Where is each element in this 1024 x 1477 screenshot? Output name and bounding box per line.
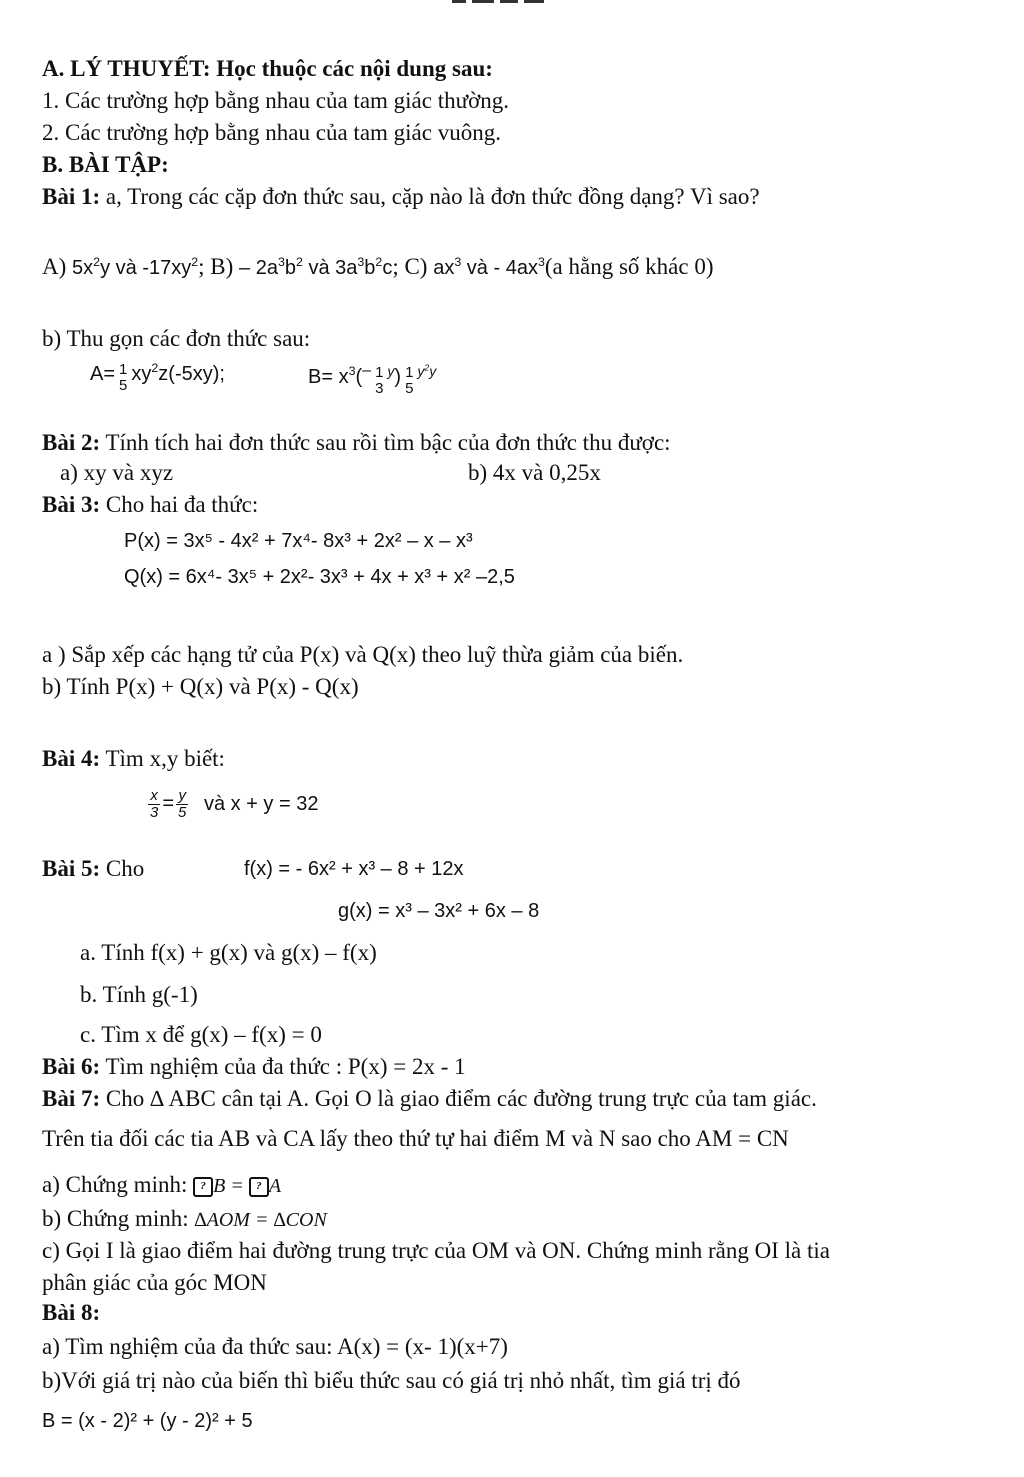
bai5-part-c: c. Tìm x để g(x) – f(x) = 0	[80, 1022, 322, 1047]
bai7-part-a: a) Chứng minh: ? B = ? A	[42, 1172, 282, 1197]
polynomial-p: P(x) = 3x⁵ - 4x² + 7x⁴- 8x³ + 2x² – x – x³	[124, 530, 473, 552]
bai7-part-c-line2: phân giác của góc MON	[42, 1270, 267, 1295]
bai3-text: Cho hai đa thức:	[105, 492, 259, 517]
bai1-part-a	[42, 184, 760, 210]
bai5-label: Bài 5:	[42, 856, 101, 881]
unknown-symbol-icon: ?	[249, 1177, 269, 1197]
section-b-heading: B. BÀI TẬP:	[42, 152, 169, 177]
bai7-text1: Cho ∆ ABC cân tại A. Gọi O là giao điểm các đường trung trực của tam giác.	[105, 1086, 817, 1111]
bai4-statement	[42, 746, 225, 772]
bai1-expression-b: $B= x^3(^-$ 1 3 $^y$) 1 5 $^{y^2y}$	[308, 362, 437, 397]
bai6-statement	[42, 1054, 466, 1080]
bai3-label: Bài 3:	[42, 492, 101, 517]
bai2-statement	[42, 430, 671, 456]
option-c-note: (a hằng số khác 0)	[544, 254, 714, 279]
bai8-part-b: b)Với giá trị nào của biến thì biểu thức sau có giá trị nhỏ nhất, tìm giá trị đó	[42, 1368, 741, 1393]
bai4-condition: $\frac{x}{3}$ = $\frac{y}{5}$ và x + y = 32	[150, 787, 319, 821]
top-header-fragment	[452, 0, 562, 6]
bai1-options: A) $5x^2y$ và $-17xy^2$; $B) - 2a^3b^2$ và $3a^3b^2c$; C) $ax^3$ và - $4ax^3(a$ hằng số khác 0)	[42, 254, 714, 279]
function-f: f(x) = - 6x² + x³ – 8 + 12x	[244, 858, 464, 880]
bai3-part-b: b) Tính P(x) + Q(x) và P(x) - Q(x)	[42, 674, 359, 699]
bai2-part-b: b) 4x và 0,25x	[468, 460, 601, 485]
theory-item-2: 2. Các trường hợp bằng nhau của tam giác vuông.	[42, 120, 501, 145]
option-c-math: $ax^3$ và - $4ax^3$	[433, 254, 545, 279]
bai7-part-c-line1: c) Gọi I là giao điểm hai đường trung trực của OM và ON. Chứng minh rằng OI là tia	[42, 1238, 830, 1263]
bai4-text: Tìm x,y biết:	[105, 746, 225, 771]
option-a-label: A)	[42, 254, 73, 279]
section-a-heading: A. LÝ THUYẾT: Học thuộc các nội dung sau:	[42, 56, 493, 81]
bai1-question-b: b) Thu gọn các đơn thức sau:	[42, 326, 311, 351]
angle-equality: ? B = ? A	[193, 1175, 281, 1197]
bai3-part-a: a ) Sắp xếp các hạng tử của P(x) và Q(x) theo luỹ thừa giảm của biến.	[42, 642, 684, 667]
triangle-equality: ∆AOM = ∆CON	[194, 1209, 327, 1231]
bai7-statement	[42, 1086, 817, 1112]
bai8-label: Bài 8:	[42, 1300, 101, 1325]
bai7-label: Bài 7:	[42, 1086, 101, 1111]
bai2-part-a: a) xy và xyz	[60, 460, 174, 485]
option-a-math: $5x^2y$ và $-17xy^2$	[72, 254, 199, 279]
bai5-part-a: a. Tính f(x) + g(x) và g(x) – f(x)	[80, 940, 377, 965]
bai1-question-a: a, Trong các cặp đơn thức sau, cặp nào là đơn thức đồng dạng? Vì sao?	[105, 184, 760, 209]
bai6-label: Bài 6:	[42, 1054, 101, 1079]
theory-item-1: 1. Các trường hợp bằng nhau của tam giác thường.	[42, 88, 509, 113]
unknown-symbol-icon: ?	[193, 1177, 213, 1197]
bai8-expression: B = (x - 2)² + (y - 2)² + 5	[42, 1410, 253, 1432]
polynomial-q: Q(x) = 6x⁴- 3x⁵ + 2x²- 3x³ + 4x + x³ + x² –2,5	[124, 566, 515, 588]
bai3-statement	[42, 492, 258, 518]
bai1-label: Bài 1:	[42, 184, 101, 209]
bai6-text: Tìm nghiệm của đa thức : P(x) = 2x - 1	[105, 1054, 466, 1079]
bai5-part-b: b. Tính g(-1)	[80, 982, 198, 1007]
option-c-label: C)	[404, 254, 434, 279]
bai4-label: Bài 4:	[42, 746, 101, 771]
bai2-text: Tính tích hai đơn thức sau rồi tìm bậc của đơn thức thu được:	[105, 430, 671, 455]
bai2-label: Bài 2:	[42, 430, 101, 455]
bai5-statement	[42, 856, 144, 882]
option-b-label: B)	[210, 254, 240, 279]
bai8-part-a: a) Tìm nghiệm của đa thức sau: A(x) = (x- 1)(x+7)	[42, 1334, 508, 1359]
bai5-cho: Cho	[105, 856, 145, 881]
function-g: g(x) = x³ – 3x² + 6x – 8	[338, 900, 540, 922]
option-b-math: – $2a^3b^2$ và $3a^3b^2c$	[239, 254, 393, 279]
bai1-expression-a: A= 1 5 $xy^2z(-5xy)$;	[90, 360, 225, 394]
bai7-part-b: b) Chứng minh: ∆AOM = ∆CON	[42, 1206, 327, 1231]
bai7-text2: Trên tia đối các tia AB và CA lấy theo thứ tự hai điểm M và N sao cho AM = CN	[42, 1126, 789, 1151]
